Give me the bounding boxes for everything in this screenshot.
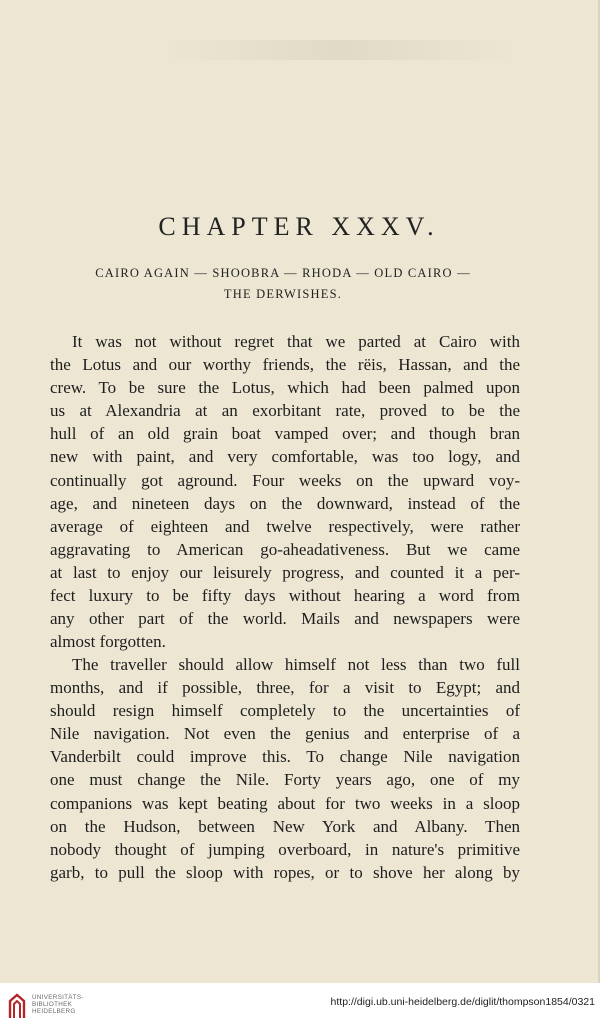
text-line: almost forgotten. <box>50 632 166 652</box>
text-line: continually got aground. Four weeks on the upward voy- <box>50 470 520 490</box>
chapter-title: CHAPTER XXXV. <box>158 212 440 241</box>
text-line: fect luxury to be fifty days without hearing a word from <box>50 586 520 606</box>
paragraph-2 <box>50 653 520 884</box>
library-name-line-3: HEIDELBERG <box>32 1008 76 1015</box>
text-line: nobody thought of jumping overboard, in nature's primitive <box>50 839 520 859</box>
chapter-subtitle-line-2: THE DERWISHES. <box>223 287 343 301</box>
text-line: Nile navigation. Not even the genius and enterprise of a <box>50 724 520 744</box>
text-line: should resign himself completely to the uncertainties of <box>50 701 520 721</box>
text-line: us at Alexandria at an exorbitant rate, proved to be the <box>50 401 520 421</box>
footer-bar <box>0 983 603 1030</box>
paragraph-1 <box>50 330 520 653</box>
text-line: the Lotus and our worthy friends, the rëis, Hassan, and the <box>50 355 520 375</box>
text-line: new with paint, and very comfortable, was too logy, and <box>50 447 520 467</box>
text-line: hull of an old grain boat vamped over; and though bran <box>50 424 520 444</box>
university-library-logo-icon <box>8 993 26 1019</box>
text-line: companions was kept beating about for two weeks in a sloop <box>50 793 520 813</box>
text-line: aggravating to American go-aheadativeness. But we came <box>50 539 520 559</box>
text-line: at last to enjoy our leisurely progress, and counted it a per- <box>50 562 520 582</box>
chapter-subtitle-line-1: CAIRO AGAIN — SHOOBRA — RHODA — OLD CAIRO — <box>95 266 471 280</box>
text-line: crew. To be sure the Lotus, which had been palmed upon <box>50 378 520 398</box>
text-line: It was not without regret that we parted at Cairo with <box>72 332 520 351</box>
text-line: any other part of the world. Mails and newspapers were <box>50 609 520 629</box>
text-line: garb, to pull the sloop with ropes, or to shove her along by <box>50 862 520 882</box>
bleed-through-shadow <box>160 40 520 60</box>
text-line: age, and nineteen days on the downward, instead of the <box>50 493 520 513</box>
library-name-line-1: UNIVERSITÄTS- <box>32 994 84 1001</box>
text-line: one must change the Nile. Forty years ago, one of my <box>50 770 520 790</box>
text-line: The traveller should allow himself not less than two full <box>72 655 520 674</box>
text-line: months, and if possible, three, for a visit to Egypt; and <box>50 678 520 698</box>
source-url[interactable]: http://digi.ub.uni-heidelberg.de/diglit/thompson1854/0321 <box>330 996 595 1008</box>
text-line: on the Hudson, between New York and Albany. Then <box>50 816 520 836</box>
text-line: average of eighteen and twelve respectively, were rather <box>50 516 520 536</box>
library-name-line-2: BIBLIOTHEK <box>32 1001 73 1008</box>
library-name <box>32 994 84 1015</box>
text-line: Vanderbilt could improve this. To change Nile navigation <box>50 747 520 767</box>
